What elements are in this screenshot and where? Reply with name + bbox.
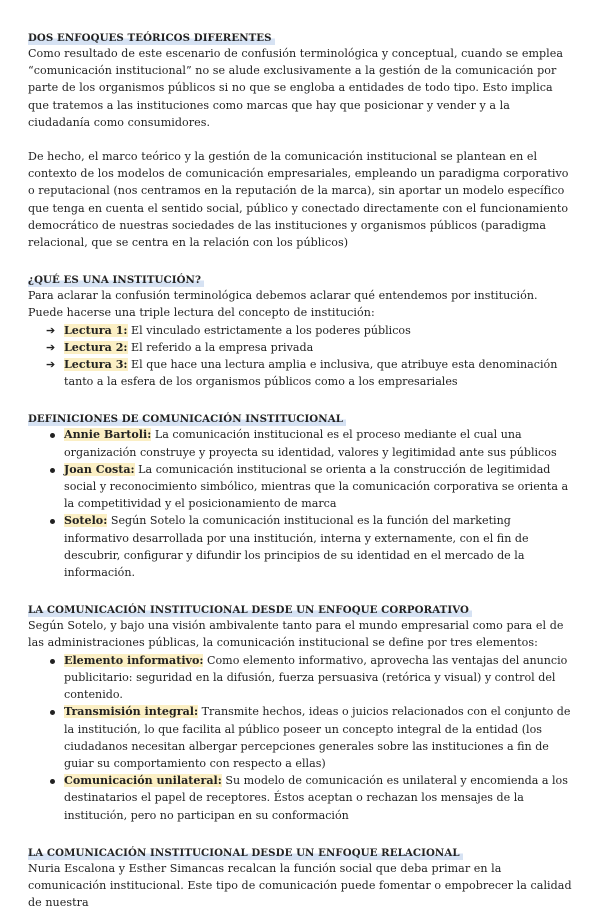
list-item [28, 772, 574, 824]
paragraph: Para aclarar la confusión terminológica debemos aclarar qué entendemos por institución. Puede hacerse una triple lectura del concepto de institución: [28, 289, 538, 320]
section-definiciones [28, 407, 574, 581]
section-title: DOS ENFOQUES TEÓRICOS DIFERENTES [28, 31, 275, 45]
paragraph: Como resultado de este escenario de confusión terminológica y conceptual, cuando se emplea “comunicación institucional” no se alude exclusivamente a la gestión de la comunicación por parte de los organismos públicos si no que se engloba a entidades de todo tipo. Esto implica que tratemos a las instituciones como marcas que hay que posicionar y vender y a la ciudadanía como consumidores. [28, 47, 564, 129]
item-label: Sotelo: [64, 514, 108, 528]
section-title: LA COMUNICACIÓN INSTITUCIONAL DESDE UN ENFOQUE CORPORATIVO [28, 603, 472, 617]
arrow-icon: ➔ [46, 340, 56, 354]
section-title: DEFINICIONES DE COMUNICACIÓN INSTITUCIONAL [28, 412, 346, 426]
section-title: LA COMUNICACIÓN INSTITUCIONAL DESDE UN ENFOQUE RELACIONAL [28, 846, 463, 860]
item-label: Lectura 2: [64, 340, 128, 354]
section-enfoques [28, 26, 574, 251]
section-title: ¿QUÉ ES UNA INSTITUCIÓN? [28, 273, 204, 287]
list-item [28, 322, 574, 339]
item-text: Transmite hechos, ideas o juicios relacionados con el conjunto de la institución, lo que facilita al público poseer un concepto integral de la entidad (los ciudadanos necesitan albergar percepciones generales sobre las instituciones a fin de guiar su comportamiento con respecto a ellas) [64, 705, 571, 770]
item-label: Comunicación unilateral: [64, 774, 222, 788]
definitions-list [28, 426, 574, 581]
item-text: El vinculado estrictamente a los poderes públicos [127, 323, 411, 337]
section-institucion [28, 268, 574, 390]
section-enfoque-corporativo [28, 598, 574, 823]
list-item [28, 461, 574, 513]
arrow-icon: ➔ [46, 323, 56, 337]
elements-list [28, 652, 574, 824]
item-label: Annie Bartoli: [64, 428, 152, 442]
item-text: Su modelo de comunicación es unilateral y encomienda a los destinatarios el papel de receptores. Éstos aceptan o rechazan los mensajes de la institución, pero no participan en su conformación [64, 774, 568, 822]
bullet-icon [50, 779, 55, 784]
item-text: Según Sotelo la comunicación institucional es la función del marketing informativo desarrollada por una institución, interna y externamente, con el fin de descubrir, configurar y difundir los principios de su identidad en el mercado de la información. [64, 514, 529, 580]
bullet-icon [50, 468, 55, 473]
item-text: El referido a la empresa privada [127, 340, 314, 354]
item-label: Elemento informativo: [64, 653, 204, 667]
item-text: La comunicación institucional se orienta a la construcción de legitimidad social y reconocimiento simbólico, mientras que la comunicación corporativa se orienta a la competitividad y el posicionamiento de marca [64, 462, 569, 511]
item-text: Como elemento informativo, aprovecha las ventajas del anuncio publicitario: seguridad en la difusión, fuerza persuasiva (retórica y visual) y control del contenido. [64, 653, 568, 702]
bullet-icon [50, 433, 55, 438]
paragraph: Nuria Escalona y Esther Simancas recalcan la función social que deba primar en la comunicación institucional. Este tipo de comunicación puede fomentar o empobrecer la calidad de nuestra [28, 861, 572, 910]
item-text: El que hace una lectura amplia e inclusiva, que atribuye esta denominación tanto a la esfera de los organismos públicos como a los empresariales [64, 358, 558, 389]
list-item [28, 426, 574, 460]
list-item [28, 339, 574, 356]
item-text: La comunicación institucional es el proceso mediante el cual una organización construye y proyecta su identidad, valores y legitimidad ante sus públicos [64, 428, 557, 459]
bullet-icon [50, 659, 55, 664]
paragraph: De hecho, el marco teórico y la gestión de la comunicación institucional se plantean en el contexto de los modelos de comunicación empresariales, empleando un paradigma corporativo o reputacional (nos centramos en la reputación de la marca), sin aportar un modelo específico que tenga en cuenta el sentido social, público y conectado directamente con el funcionamiento democrático de nuestras sociedades de las instituciones y organismos públicos (paradigma relacional, que se centra en la relación con los públicos) [28, 150, 569, 250]
list-item [28, 703, 574, 772]
item-label: Transmisión integral: [64, 705, 199, 719]
arrow-icon: ➔ [46, 358, 56, 372]
paragraph: Según Sotelo, y bajo una visión ambivalente tanto para el mundo empresarial como para el de las administraciones públicas, la comunicación institucional se define por tres elementos: [28, 619, 564, 650]
item-label: Lectura 1: [64, 323, 128, 337]
item-label: Joan Costa: [64, 462, 135, 476]
bullet-icon [50, 519, 55, 524]
list-item [28, 356, 574, 390]
bullet-icon [50, 710, 55, 715]
list-item [28, 652, 574, 704]
item-label: Lectura 3: [64, 358, 128, 372]
list-item [28, 512, 574, 581]
lecturas-list [28, 322, 574, 391]
section-enfoque-relacional [28, 841, 574, 911]
